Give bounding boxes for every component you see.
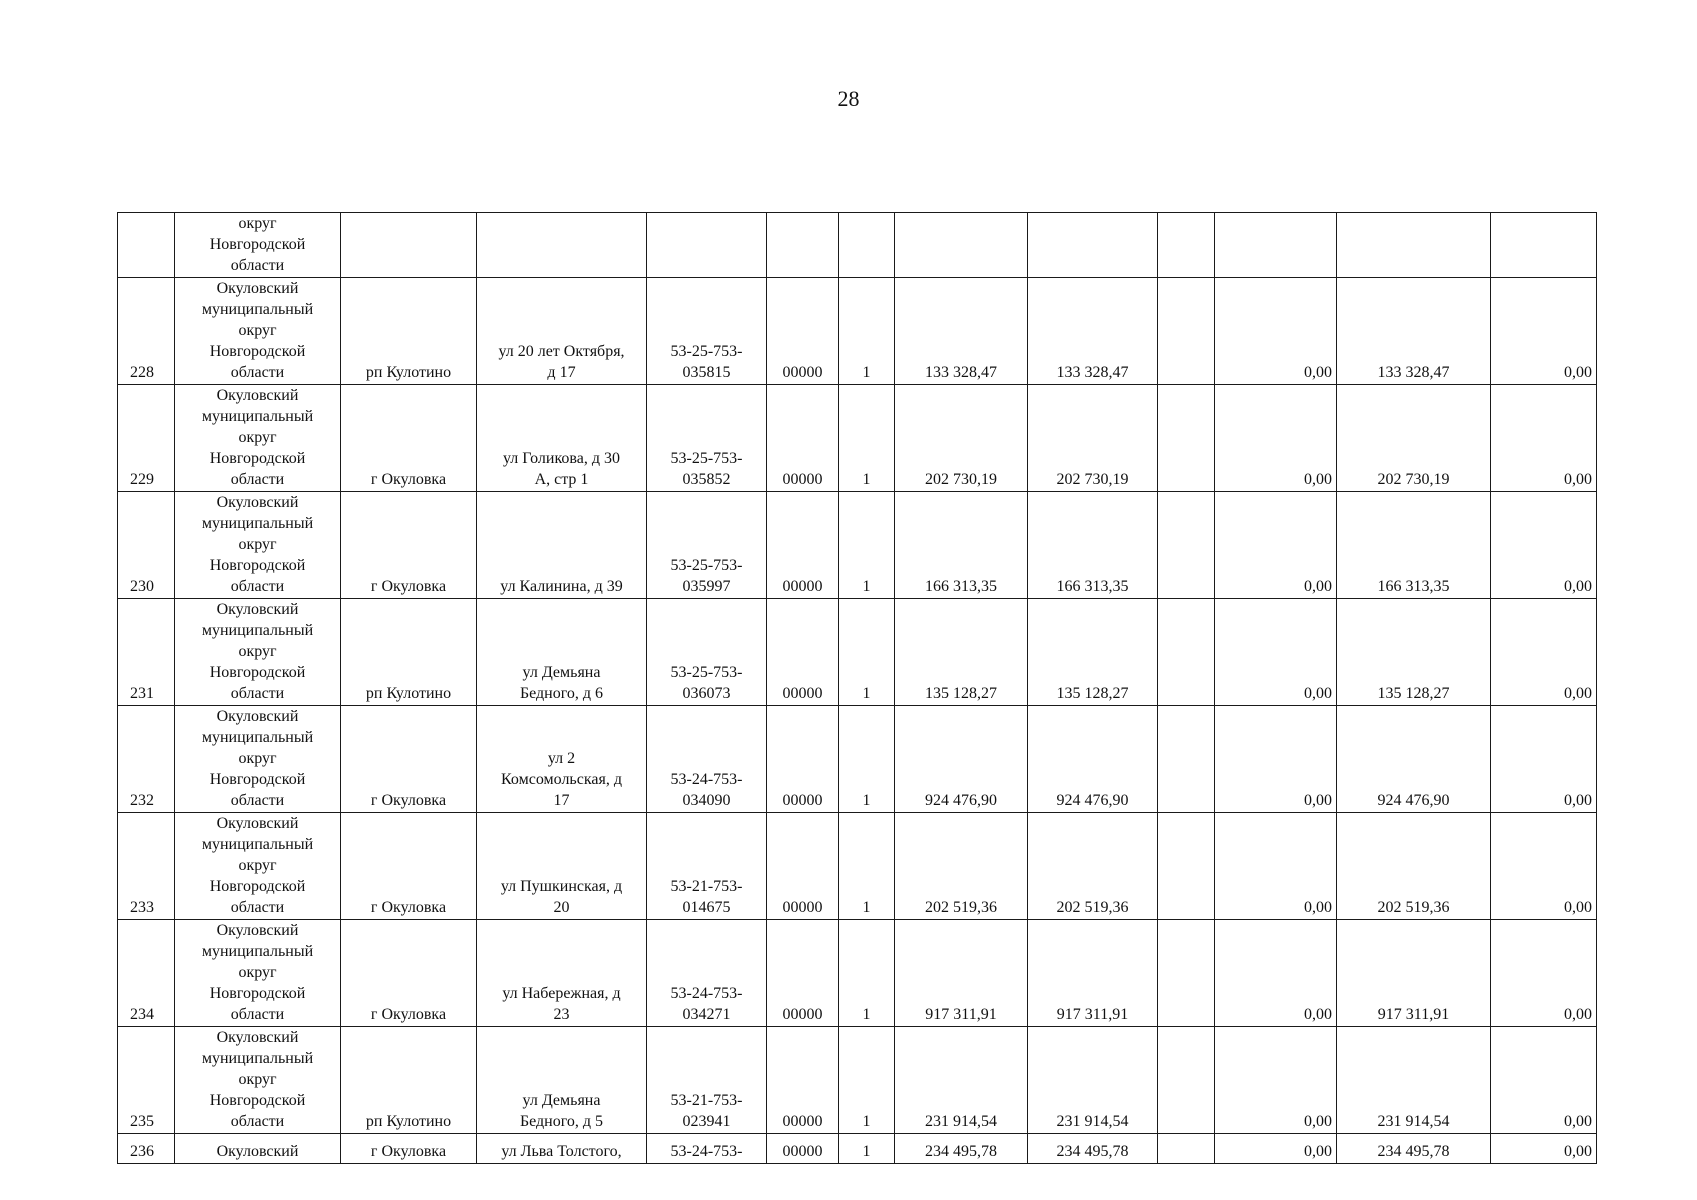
cell-v4: 0,00 xyxy=(1215,706,1337,813)
cell-organization xyxy=(175,1027,341,1134)
cell-v3 xyxy=(1158,813,1215,920)
cell-organization xyxy=(175,706,341,813)
address-line: ул Демьяна xyxy=(522,1092,601,1109)
cell-v1: 133 328,47 xyxy=(895,278,1028,385)
cell-v6: 0,00 xyxy=(1491,1134,1597,1164)
address-line: ул Калинина, д 39 xyxy=(500,578,623,595)
org-line: округ xyxy=(238,429,277,446)
cell-code xyxy=(647,706,767,813)
address-line: ул Пушкинская, д xyxy=(500,878,623,895)
cell-v2 xyxy=(1028,213,1158,278)
address-line: ул Демьяна xyxy=(522,664,601,681)
cell-address xyxy=(477,385,647,492)
cell-no: 230 xyxy=(118,492,175,599)
cell-v4: 0,00 xyxy=(1215,278,1337,385)
cell-address xyxy=(477,213,647,278)
cell-no: 235 xyxy=(118,1027,175,1134)
cell-c6 xyxy=(767,213,839,278)
org-line: Окуловский xyxy=(216,601,299,618)
org-line: Новгородской xyxy=(209,236,306,253)
org-line: округ xyxy=(238,643,277,660)
cell-c7: 1 xyxy=(839,1134,895,1164)
table-row xyxy=(118,813,1597,920)
cell-v3 xyxy=(1158,599,1215,706)
org-line: округ xyxy=(238,750,277,767)
cell-v1: 234 495,78 xyxy=(895,1134,1028,1164)
registry-table xyxy=(117,212,1597,1164)
org-line: Окуловский xyxy=(216,494,299,511)
table-row xyxy=(118,1134,1597,1164)
cell-v5: 202 519,36 xyxy=(1337,813,1491,920)
cell-settlement: рп Кулотино xyxy=(341,599,477,706)
address-line: 17 xyxy=(553,792,570,809)
cell-v3 xyxy=(1158,385,1215,492)
cell-v2: 917 311,91 xyxy=(1028,920,1158,1027)
cell-v4: 0,00 xyxy=(1215,1027,1337,1134)
org-line: области xyxy=(230,364,285,381)
cell-c7: 1 xyxy=(839,1027,895,1134)
org-line: муниципальный xyxy=(201,622,314,639)
cell-v4: 0,00 xyxy=(1215,813,1337,920)
cell-v5: 917 311,91 xyxy=(1337,920,1491,1027)
cell-v3 xyxy=(1158,213,1215,278)
cell-organization xyxy=(175,920,341,1027)
org-line: муниципальный xyxy=(201,836,314,853)
cell-address xyxy=(477,706,647,813)
cell-organization xyxy=(175,1134,341,1164)
cell-no: 228 xyxy=(118,278,175,385)
table-row xyxy=(118,920,1597,1027)
cell-v6: 0,00 xyxy=(1491,706,1597,813)
code-line: 036073 xyxy=(682,685,731,702)
cell-settlement: г Окуловка xyxy=(341,492,477,599)
code-line: 53-21-753- xyxy=(670,1092,743,1109)
cell-v4: 0,00 xyxy=(1215,1134,1337,1164)
cell-v1: 166 313,35 xyxy=(895,492,1028,599)
cell-code xyxy=(647,813,767,920)
address-line: Комсомольская, д xyxy=(501,771,622,788)
cell-c6: 00000 xyxy=(767,278,839,385)
cell-c7: 1 xyxy=(839,492,895,599)
cell-settlement xyxy=(341,213,477,278)
cell-no: 234 xyxy=(118,920,175,1027)
cell-v3 xyxy=(1158,1134,1215,1164)
org-line: муниципальный xyxy=(201,943,314,960)
cell-code xyxy=(647,1027,767,1134)
org-line: Новгородской xyxy=(209,878,306,895)
cell-code xyxy=(647,1134,767,1164)
cell-v1: 202 519,36 xyxy=(895,813,1028,920)
org-line: области xyxy=(230,792,285,809)
cell-v5: 133 328,47 xyxy=(1337,278,1491,385)
org-line: муниципальный xyxy=(201,729,314,746)
org-line: округ xyxy=(238,536,277,553)
address-line: Бедного, д 6 xyxy=(519,685,604,702)
cell-v3 xyxy=(1158,706,1215,813)
code-line: 034271 xyxy=(682,1006,731,1023)
cell-settlement: г Окуловка xyxy=(341,920,477,1027)
cell-v4: 0,00 xyxy=(1215,492,1337,599)
cell-code xyxy=(647,278,767,385)
cell-c7: 1 xyxy=(839,599,895,706)
code-line: 034090 xyxy=(682,792,731,809)
org-line: округ xyxy=(238,215,277,232)
cell-code xyxy=(647,213,767,278)
address-line: А, стр 1 xyxy=(534,471,589,488)
org-line: округ xyxy=(238,322,277,339)
code-line: 53-25-753- xyxy=(670,664,743,681)
org-line: области xyxy=(230,257,285,274)
page-number: 28 xyxy=(837,86,860,111)
cell-no: 231 xyxy=(118,599,175,706)
address-line: д 17 xyxy=(547,364,576,381)
org-line: Новгородской xyxy=(209,450,306,467)
cell-no: 232 xyxy=(118,706,175,813)
code-line: 53-24-753- xyxy=(670,985,743,1002)
org-line: области xyxy=(230,471,285,488)
cell-organization xyxy=(175,492,341,599)
cell-c6: 00000 xyxy=(767,920,839,1027)
cell-c6: 00000 xyxy=(767,1027,839,1134)
cell-v2: 924 476,90 xyxy=(1028,706,1158,813)
cell-address xyxy=(477,599,647,706)
cell-organization xyxy=(175,213,341,278)
cell-no: 236 xyxy=(118,1134,175,1164)
cell-address xyxy=(477,813,647,920)
cell-c6: 00000 xyxy=(767,1134,839,1164)
cell-v6: 0,00 xyxy=(1491,278,1597,385)
cell-v6: 0,00 xyxy=(1491,920,1597,1027)
org-line: Новгородской xyxy=(209,664,306,681)
org-line: Окуловский xyxy=(216,1029,299,1046)
cell-c6: 00000 xyxy=(767,492,839,599)
cell-v2: 202 519,36 xyxy=(1028,813,1158,920)
table-row xyxy=(118,278,1597,385)
cell-c6: 00000 xyxy=(767,706,839,813)
org-line: муниципальный xyxy=(201,515,314,532)
cell-c6: 00000 xyxy=(767,385,839,492)
cell-v2: 231 914,54 xyxy=(1028,1027,1158,1134)
org-line: округ xyxy=(238,857,277,874)
org-line: Окуловский xyxy=(216,922,299,939)
address-line: ул 20 лет Октября, xyxy=(498,343,625,360)
cell-settlement: рп Кулотино xyxy=(341,1027,477,1134)
address-line: 20 xyxy=(553,899,570,916)
cell-address xyxy=(477,278,647,385)
code-line: 53-25-753- xyxy=(670,557,743,574)
cell-no: 233 xyxy=(118,813,175,920)
org-line: Окуловский xyxy=(216,387,299,404)
cell-c7: 1 xyxy=(839,278,895,385)
table-row xyxy=(118,599,1597,706)
address-line: Бедного, д 5 xyxy=(519,1113,604,1130)
table-row xyxy=(118,492,1597,599)
cell-organization xyxy=(175,278,341,385)
code-line: 035815 xyxy=(682,364,731,381)
cell-v5: 202 730,19 xyxy=(1337,385,1491,492)
org-line: округ xyxy=(238,964,277,981)
org-line: Окуловский xyxy=(216,708,299,725)
org-line: муниципальный xyxy=(201,1050,314,1067)
cell-v3 xyxy=(1158,492,1215,599)
cell-v1: 917 311,91 xyxy=(895,920,1028,1027)
cell-settlement: рп Кулотино xyxy=(341,278,477,385)
cell-v5: 166 313,35 xyxy=(1337,492,1491,599)
cell-v6: 0,00 xyxy=(1491,813,1597,920)
cell-v6: 0,00 xyxy=(1491,385,1597,492)
org-line: Новгородской xyxy=(209,343,306,360)
code-line: 023941 xyxy=(682,1113,731,1130)
org-line: Новгородской xyxy=(209,985,306,1002)
cell-organization xyxy=(175,813,341,920)
code-line: 53-21-753- xyxy=(670,878,743,895)
cell-address xyxy=(477,1027,647,1134)
org-line: области xyxy=(230,1113,285,1130)
cell-address xyxy=(477,492,647,599)
cell-code xyxy=(647,599,767,706)
cell-v2: 166 313,35 xyxy=(1028,492,1158,599)
cell-v3 xyxy=(1158,278,1215,385)
cell-v1: 202 730,19 xyxy=(895,385,1028,492)
cell-c7: 1 xyxy=(839,813,895,920)
org-line: Окуловский xyxy=(216,280,299,297)
cell-v3 xyxy=(1158,1027,1215,1134)
cell-code xyxy=(647,920,767,1027)
org-line: Окуловский xyxy=(216,815,299,832)
cell-settlement: г Окуловка xyxy=(341,1134,477,1164)
cell-v2: 133 328,47 xyxy=(1028,278,1158,385)
cell-v1 xyxy=(895,213,1028,278)
cell-v6: 0,00 xyxy=(1491,1027,1597,1134)
address-line: ул 2 xyxy=(547,750,576,767)
cell-v2: 202 730,19 xyxy=(1028,385,1158,492)
code-line: 035997 xyxy=(682,578,731,595)
address-line: ул Набережная, д xyxy=(502,985,621,1002)
code-line: 014675 xyxy=(682,899,731,916)
code-line: 035852 xyxy=(682,471,731,488)
cell-v6 xyxy=(1491,213,1597,278)
cell-v2: 234 495,78 xyxy=(1028,1134,1158,1164)
cell-v5 xyxy=(1337,213,1491,278)
org-line: Новгородской xyxy=(209,557,306,574)
cell-v5: 234 495,78 xyxy=(1337,1134,1491,1164)
code-line: 53-25-753- xyxy=(670,450,743,467)
cell-v1: 231 914,54 xyxy=(895,1027,1028,1134)
address-line: 23 xyxy=(553,1006,570,1023)
code-line: 53-25-753- xyxy=(670,343,743,360)
cell-organization xyxy=(175,599,341,706)
cell-v5: 924 476,90 xyxy=(1337,706,1491,813)
cell-v4: 0,00 xyxy=(1215,385,1337,492)
address-line: ул Льва Толстого, xyxy=(501,1143,622,1160)
cell-v4: 0,00 xyxy=(1215,599,1337,706)
table-row xyxy=(118,706,1597,813)
cell-c7 xyxy=(839,213,895,278)
org-line: области xyxy=(230,685,285,702)
cell-settlement: г Окуловка xyxy=(341,706,477,813)
org-line: Окуловский xyxy=(216,1143,299,1160)
cell-v6: 0,00 xyxy=(1491,599,1597,706)
cell-c6: 00000 xyxy=(767,599,839,706)
cell-v5: 231 914,54 xyxy=(1337,1027,1491,1134)
cell-v4 xyxy=(1215,213,1337,278)
cell-c7: 1 xyxy=(839,920,895,1027)
org-line: Новгородской xyxy=(209,771,306,788)
cell-settlement: г Окуловка xyxy=(341,385,477,492)
cell-v6: 0,00 xyxy=(1491,492,1597,599)
table-body xyxy=(118,213,1597,1164)
org-line: муниципальный xyxy=(201,301,314,318)
org-line: округ xyxy=(238,1071,277,1088)
table-row xyxy=(118,385,1597,492)
org-line: области xyxy=(230,578,285,595)
cell-v3 xyxy=(1158,920,1215,1027)
table-row xyxy=(118,1027,1597,1134)
cell-v4: 0,00 xyxy=(1215,920,1337,1027)
cell-v1: 135 128,27 xyxy=(895,599,1028,706)
continued-row xyxy=(118,213,1597,278)
cell-address xyxy=(477,1134,647,1164)
cell-address xyxy=(477,920,647,1027)
cell-no xyxy=(118,213,175,278)
cell-code xyxy=(647,385,767,492)
cell-c7: 1 xyxy=(839,385,895,492)
org-line: муниципальный xyxy=(201,408,314,425)
org-line: области xyxy=(230,1006,285,1023)
cell-organization xyxy=(175,385,341,492)
cell-v1: 924 476,90 xyxy=(895,706,1028,813)
cell-no: 229 xyxy=(118,385,175,492)
address-line: ул Голикова, д 30 xyxy=(502,450,620,467)
code-line: 53-24-753- xyxy=(670,1143,743,1160)
org-line: области xyxy=(230,899,285,916)
org-line: Новгородской xyxy=(209,1092,306,1109)
code-line: 53-24-753- xyxy=(670,771,743,788)
cell-v5: 135 128,27 xyxy=(1337,599,1491,706)
cell-c6: 00000 xyxy=(767,813,839,920)
cell-settlement: г Окуловка xyxy=(341,813,477,920)
cell-v2: 135 128,27 xyxy=(1028,599,1158,706)
cell-c7: 1 xyxy=(839,706,895,813)
cell-code xyxy=(647,492,767,599)
